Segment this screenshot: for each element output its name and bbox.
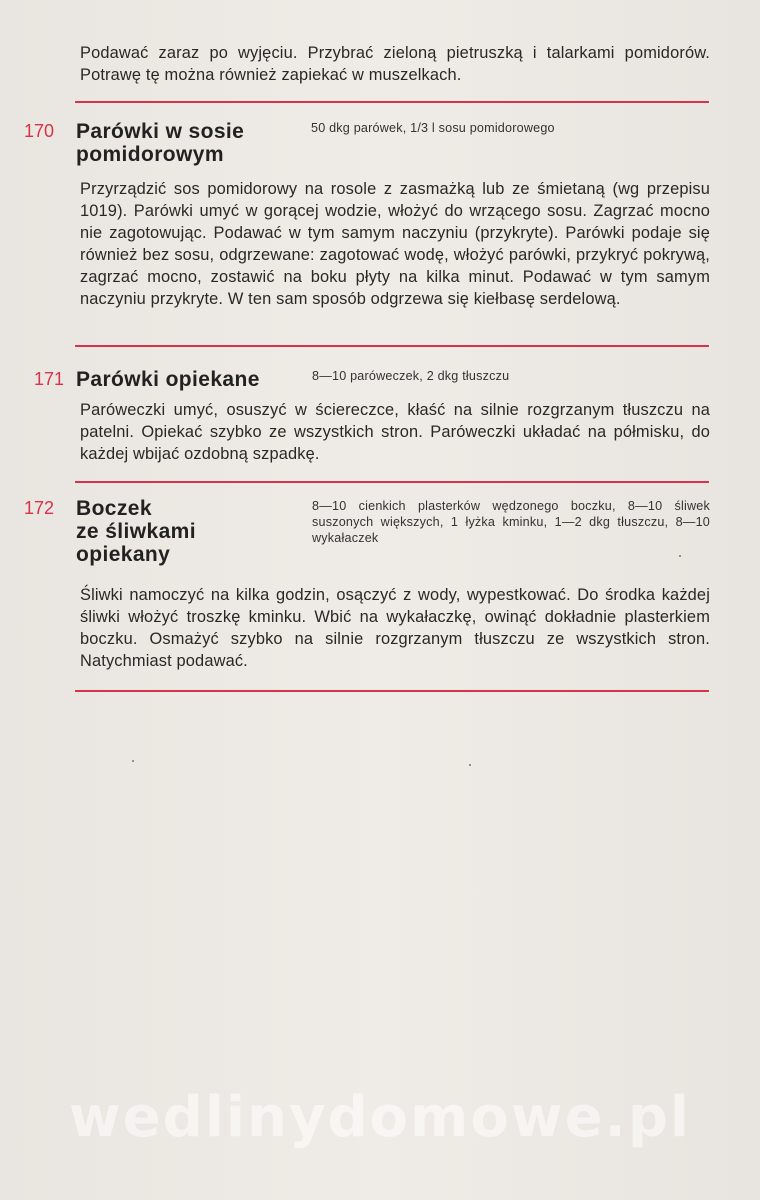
recipe-body: Śliwki namoczyć na kilka godzin, osączyć z wody, wypestkować. Do środka każdej śliwki włożyć troszkę kminku. Wbić na wykałaczkę, owinąć dokładnie plasterkiem boczku. Osmażyć szybko na silnie rozgrzanym tłuszczu ze wszystkich stron. Natychmiast podawać. (80, 586, 710, 670)
recipe-ingredients: 50 dkg parówek, 1/3 l sosu pomidorowego (311, 121, 555, 135)
recipe-title (76, 497, 196, 566)
recipe-title (76, 368, 260, 391)
recipe-number: 172 (24, 498, 55, 518)
recipe-body: Przyrządzić sos pomidorowy na rosole z zasmażką lub ze śmietaną (wg przepisu 1019). Parówki umyć w gorącej wodzie, włożyć do wrzącego sosu. Zagrzać mocno nie zagotowując. Podawać w tym samym naczyniu (przykryte). Parówki podaje się również bez sosu, odgrzewane: zagotować wodę, włożyć parówki, przykryć pokrywą, zagrzać mocno, zostawić na boku płyty na kilka minut. Podawać w tym samym naczyniu przykryte. W ten sam sposób odgrzewa się kiełbasę serdelową. (80, 180, 710, 308)
watermark: wedlinydomowe.pl (68, 1085, 692, 1150)
recipe-ingredients: 8—10 paróweczek, 2 dkg tłuszczu (312, 369, 510, 383)
recipe-title-line: opiekany (76, 543, 171, 566)
intro-paragraph: Podawać zaraz po wyjęciu. Przybrać zieloną pietruszką i talarkami pomidorów. Potrawę tę można również zapiekać w muszelkach. (80, 44, 710, 84)
section-divider (75, 101, 709, 103)
recipe-body: Paróweczki umyć, osuszyć w ściereczce, kłaść na silnie rozgrzanym tłuszczu na patelni. Opiekać szybko ze wszystkich stron. Paróweczki układać na półmisku, do każdej wbijać ozdobną szpadkę. (80, 401, 710, 463)
paper-speck (132, 760, 134, 762)
recipe-title-line: pomidorowym (76, 143, 224, 166)
section-divider (75, 690, 709, 692)
recipe-title-line: Parówki w sosie (76, 120, 245, 143)
recipe-number: 171 (34, 369, 65, 389)
recipe-title-line: Parówki opiekane (76, 368, 260, 391)
recipe-title-line: Boczek (76, 497, 152, 520)
section-divider (75, 481, 709, 483)
recipe-ingredients: 8—10 cienkich plasterków wędzonego boczku, 8—10 śliwek suszonych większych, 1 łyżka kminku, 1—2 dkg tłuszczu, 8—10 wykałaczek (312, 499, 710, 545)
paper-speck (469, 764, 471, 766)
recipe-title-line: ze śliwkami (76, 520, 196, 543)
recipe-title (76, 120, 244, 166)
paper-speck (679, 555, 681, 557)
section-divider (75, 345, 709, 347)
recipe-number: 170 (24, 121, 55, 141)
